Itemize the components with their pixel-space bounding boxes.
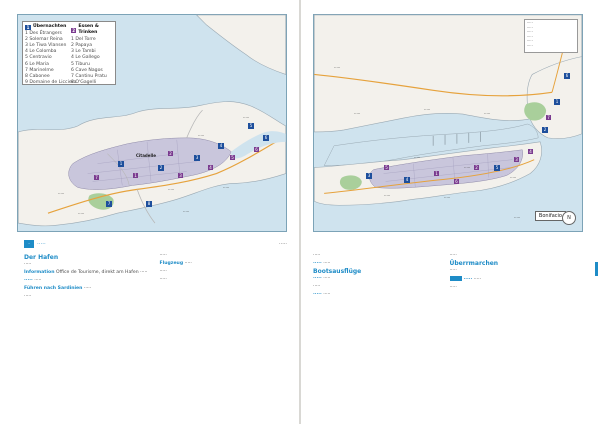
text-columns-left [24,253,287,418]
map-marker-accommodation: 3 [195,155,199,160]
paragraph [160,261,288,267]
text-columns-right [313,253,578,418]
inset-line: ····· [527,25,533,30]
paragraph-text: ····· [323,261,331,267]
running-head-section: ····· [279,241,287,247]
map-marker-accommodation: 5 [249,123,253,128]
legend-title-food: Essen & Trinken [78,24,99,36]
paragraph-text: Office de Tourisme, direkt am Hafen ····· [55,270,148,276]
paragraph [450,276,579,283]
text-column [313,253,442,418]
paragraph: ····· [313,284,321,290]
map-marker-food: 4 [529,149,532,154]
legend-item: 2 Solemar Reina [25,37,63,43]
paragraph: ····· [449,253,457,258]
map-label: ····· [58,191,65,196]
text-column [24,253,152,418]
inset-line: ····· [527,21,533,25]
paragraph-text: ····· [184,261,192,267]
paragraph: ····· [159,253,167,258]
paragraph: ····· [449,285,457,291]
map-marker-accommodation: 4 [219,143,223,148]
inset-line: ····· [527,43,533,48]
map-legend [22,21,116,85]
section-heading: Überrmarchen [449,260,499,268]
paragraph-text: ····· [323,276,331,282]
map-label: ····· [223,185,230,190]
legend-badge-purple: 2 [72,27,76,33]
section-heading: Bootsausflüge [313,268,362,276]
map-label: ····· [198,133,205,138]
legend-item: 4 Le Gallego [71,55,100,61]
paragraph-lead: Flugzeug [159,261,184,267]
map-label: ····· [514,215,521,220]
map-marker-food: 5 [231,155,234,160]
paragraph [313,261,442,267]
map-marker-food: 1 [134,173,137,178]
map-label: ····· [444,195,451,200]
paragraph [313,292,442,298]
map-label: ····· [354,111,361,116]
map-place-name: Bonifacio [535,211,566,221]
running-head-title: ····· [37,241,46,247]
paragraph [313,276,442,282]
map-label: ····· [464,165,471,170]
map-label: ····· [183,209,190,214]
right-page [301,0,600,424]
map-label: ····· [168,187,175,192]
legend-item: 1 Del Torre [71,37,96,43]
map-marker-food: 2 [169,151,172,156]
map-marker-accommodation: 1 [119,161,123,166]
legend-item: 5 Tiburu [71,61,90,67]
paragraph: ····· [449,268,457,274]
tag-icon [450,276,462,281]
map-marker-food: 6 [255,147,258,152]
legend-item: 7 Cantinu Pratu [71,73,107,79]
map-marker-food: 2 [475,165,478,170]
paragraph-lead: ····· [313,261,322,267]
legend-item: 8 O'Gagelli [71,79,97,85]
map-label: ····· [424,107,431,112]
map-marker-accommodation: 8 [147,201,151,206]
map-marker-accommodation: 3 [367,173,371,178]
legend-item: 8 Cabonee [25,73,50,79]
map-marker-accommodation: 5 [495,165,499,170]
inset-line: ····· [527,30,533,35]
paragraph-text: ····· [473,277,482,283]
paragraph [24,270,152,276]
left-page [0,0,299,424]
map-marker-accommodation: 7 [107,201,111,206]
map-marker-food: 5 [385,165,388,170]
section-heading: Der Hafen [24,254,59,261]
paragraph-text: ····· [34,278,42,284]
text-column [450,253,579,418]
legend-item: 1 Des Étrangers [25,31,62,37]
legend-item: 6 Le Maria [25,61,49,67]
map-label: ····· [484,111,491,116]
map-label: ····· [334,65,341,70]
legend-accommodation [25,24,77,86]
paragraph-lead: Führen nach Sardinien [24,286,83,292]
map-marker-food: 3 [515,157,518,162]
map-label: ····· [414,155,421,160]
paragraph-lead: ····· [313,276,322,282]
map-right [313,14,583,232]
map-inset-note [524,19,578,53]
text-column [160,253,288,418]
page-number: · [24,240,34,248]
map-label: ····· [384,193,391,198]
map-marker-accommodation: 2 [543,127,547,132]
map-marker-food: 1 [435,171,438,176]
map-marker-food: 3 [179,173,182,178]
paragraph: ····· [24,262,32,268]
legend-food [71,24,115,86]
inset-line: ····· [527,34,533,39]
map-marker-accommodation: 6 [264,135,268,140]
paragraph-text: ····· [83,286,92,292]
paragraph: ····· [313,253,321,258]
chapter-tab-marker [595,262,598,276]
map-label-citadelle: Citadelle [136,153,156,158]
paragraph [24,278,152,284]
map-marker-accommodation: 6 [565,73,569,78]
paragraph-text: ····· [323,292,331,298]
legend-item: 9 Domaine de Licciera [25,79,77,85]
paragraph: ····· [24,294,32,300]
map-label: ····· [78,211,85,216]
map-marker-accommodation: 4 [405,177,409,182]
map-marker-food: 4 [209,165,212,170]
legend-item: 3 Le Tiwa Vlansen [25,43,67,49]
legend-item: 2 Papaya [71,43,93,49]
inset-line: ····· [527,39,533,44]
legend-item: 6 Cave Nagos [71,67,103,73]
legend-item: 7 Marinelme [25,67,54,73]
paragraph-lead: ····· [24,278,33,284]
map-marker-food: 7 [547,115,550,120]
map-marker-accommodation: 2 [159,165,163,170]
paragraph: ····· [159,269,167,275]
map-marker-food: 6 [455,179,458,184]
paragraph: ····· [159,277,167,283]
map-marker-food: 7 [95,175,98,180]
legend-title-accommodation: Übernachten [33,24,67,29]
paragraph-lead: ····· [313,292,322,298]
legend-item: 5 Centravio [25,55,52,61]
legend-item: 4 Le Colomba [25,49,57,55]
paragraph-lead: ····· [463,277,473,283]
map-label: ····· [243,115,250,120]
map-left [17,14,287,232]
paragraph [24,286,152,292]
map-marker-accommodation: 1 [555,99,559,104]
legend-item: 3 Le Tambi [71,49,96,55]
map-label: ····· [510,175,517,180]
running-head-left [24,239,287,249]
compass-icon: N [562,211,576,225]
legend-badge-blue: 1 [26,24,30,30]
paragraph-lead: Information [24,270,55,276]
